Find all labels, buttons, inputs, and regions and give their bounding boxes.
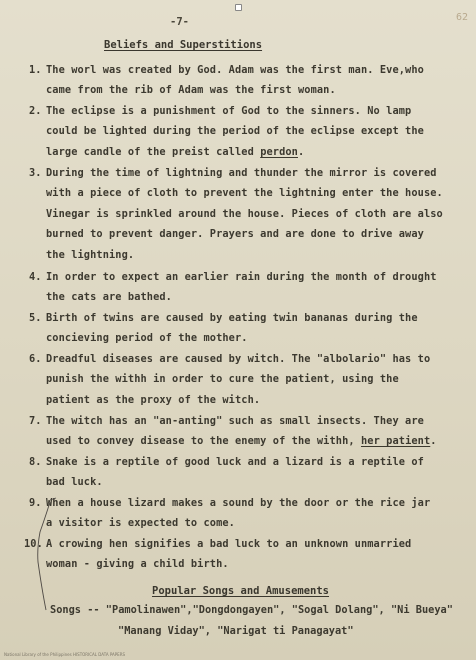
- belief-number: 3.: [29, 167, 42, 179]
- underlined-term: perdon: [260, 145, 298, 158]
- belief-number: 10.: [24, 538, 43, 550]
- belief-line: [46, 101, 456, 121]
- belief-line: [46, 80, 456, 100]
- belief-line: [46, 204, 456, 224]
- belief-line: [46, 431, 456, 451]
- belief-number: 2.: [29, 105, 42, 117]
- belief-line: [46, 163, 456, 183]
- belief-text: A crowing hen signifies a bad luck to an unknown unmarried: [46, 538, 412, 550]
- songs-list: [50, 600, 470, 642]
- belief-line: [46, 513, 456, 533]
- belief-line: [46, 183, 456, 203]
- belief-item: [24, 534, 456, 575]
- belief-line: [46, 287, 456, 307]
- belief-text: concieving period of the mother.: [46, 332, 248, 345]
- belief-text: punish the withh in order to cure the patient, using the: [46, 373, 399, 386]
- belief-line: [46, 267, 456, 287]
- belief-text: bad luck.: [46, 476, 103, 489]
- belief-text: with a piece of cloth to prevent the lightning enter the house.: [46, 187, 443, 200]
- belief-text: The eclipse is a punishment of God to the sinners. No lamp: [46, 105, 412, 117]
- belief-text: The worl was created by God. Adam was the first man. Eve,who: [46, 64, 424, 76]
- belief-text: During the time of lightning and thunder the mirror is covered: [46, 167, 437, 179]
- belief-item: [29, 349, 456, 410]
- belief-item: [29, 493, 456, 534]
- belief-item: [29, 452, 456, 493]
- belief-line: [46, 411, 456, 431]
- belief-text: Snake is a reptile of good luck and a lizard is a reptile of: [46, 456, 424, 468]
- belief-line: [46, 369, 456, 389]
- belief-item: [29, 60, 456, 101]
- belief-line: [46, 121, 456, 141]
- belief-line: [46, 308, 456, 328]
- belief-text: Vinegar is sprinkled around the house. Pieces of cloth are also: [46, 207, 443, 220]
- belief-line: [46, 142, 456, 162]
- belief-line: [46, 60, 456, 80]
- belief-text: a visitor is expected to come.: [46, 517, 235, 530]
- belief-line: [46, 328, 456, 348]
- belief-text: burned to prevent danger. Prayers and are done to drive away: [46, 228, 424, 241]
- belief-text: woman - giving a child birth.: [46, 558, 229, 571]
- belief-text: The witch has an "an-anting" such as small insects. They are: [46, 415, 424, 427]
- pin-mark: [235, 4, 242, 11]
- belief-number: 5.: [29, 312, 42, 324]
- belief-punctuation: .: [297, 145, 305, 158]
- belief-text: the lightning.: [46, 248, 135, 261]
- belief-number: 6.: [29, 353, 42, 365]
- belief-text: Birth of twins are caused by eating twin bananas during the: [46, 312, 418, 324]
- belief-number: 8.: [29, 456, 42, 468]
- belief-text: large candle of the preist called: [46, 145, 261, 158]
- section-heading: Beliefs and Superstitions: [104, 39, 263, 51]
- belief-item: [29, 411, 456, 452]
- belief-number: 9.: [29, 497, 42, 509]
- belief-number: 1.: [29, 64, 42, 76]
- belief-line: [46, 245, 456, 265]
- underlined-term: her patient: [360, 435, 431, 448]
- belief-text: patient as the proxy of the witch.: [46, 393, 261, 406]
- belief-line: [46, 390, 456, 410]
- belief-item: [29, 308, 456, 349]
- belief-line: [46, 224, 456, 244]
- belief-line: [46, 472, 456, 492]
- songs-line: Songs -- "Pamolinawen","Dongdongayen", "Sogal Dolang", "Ni Bueya": [50, 604, 453, 616]
- page-number: -7-: [170, 16, 189, 28]
- songs-line: "Manang Viday", "Narigat ti Panagayat": [118, 625, 354, 637]
- belief-item: [29, 163, 456, 265]
- belief-line: [46, 493, 456, 513]
- belief-number: 7.: [29, 415, 42, 427]
- belief-punctuation: .: [430, 435, 437, 448]
- belief-text: could be lighted during the period of the eclipse except the: [46, 125, 424, 138]
- belief-item: [29, 101, 456, 162]
- belief-text: In order to expect an earlier rain during the month of drought: [46, 271, 437, 283]
- belief-line: [46, 554, 456, 574]
- belief-text: When a house lizard makes a sound by the door or the rice jar: [46, 497, 431, 509]
- belief-item: [29, 267, 456, 308]
- songs-heading: Popular Songs and Amusements: [152, 585, 330, 597]
- corner-mark: 62: [455, 12, 468, 23]
- belief-line: [46, 349, 456, 369]
- belief-text: came from the rib of Adam was the first woman.: [46, 84, 336, 97]
- belief-text: used to convey disease to the enemy of the withh,: [46, 435, 361, 448]
- belief-line: [46, 452, 456, 472]
- belief-line: [46, 534, 456, 554]
- archive-footer: National Library of the Philippines HISTORICAL DATA PAPERS: [4, 652, 126, 657]
- belief-number: 4.: [29, 271, 42, 283]
- belief-text: Dreadful diseases are caused by witch. The "albolario" has to: [46, 353, 431, 365]
- belief-text: the cats are bathed.: [46, 291, 172, 304]
